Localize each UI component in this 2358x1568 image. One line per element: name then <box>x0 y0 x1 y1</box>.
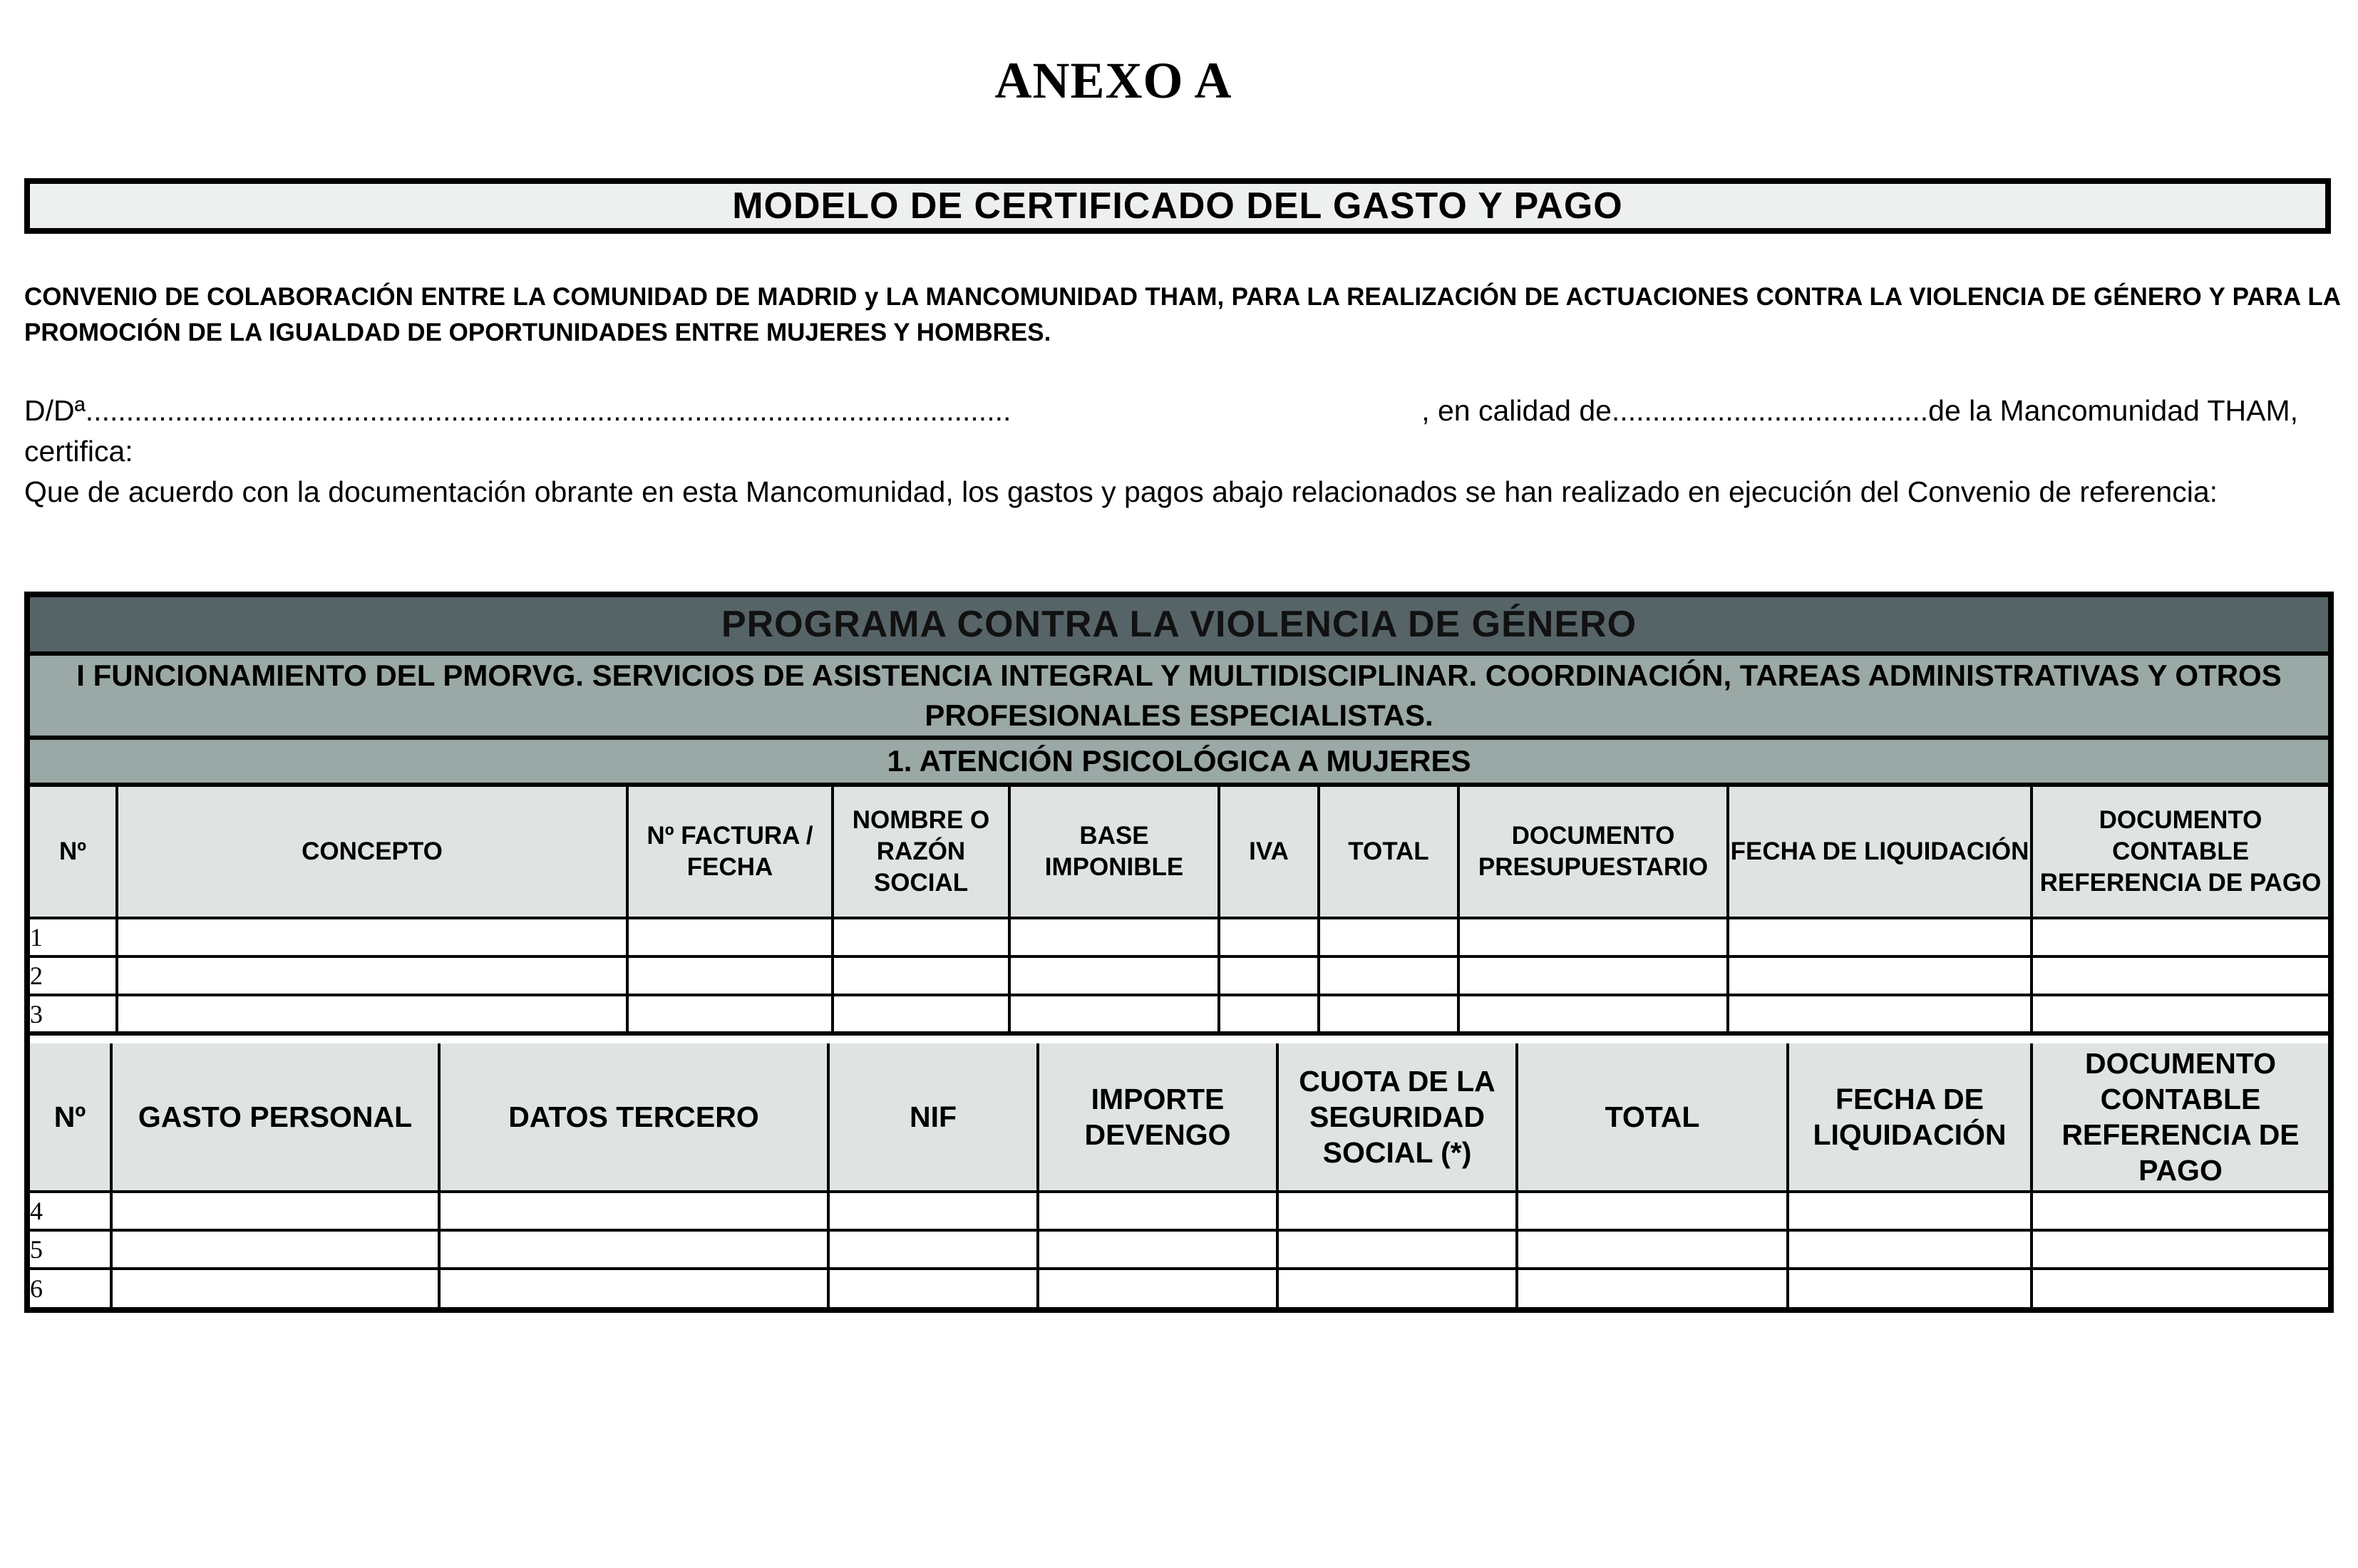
cell-importe-devengo[interactable] <box>1038 1192 1277 1230</box>
cell-factura[interactable] <box>627 918 833 956</box>
cell-base[interactable] <box>1009 995 1219 1033</box>
cell-iva[interactable] <box>1219 956 1319 995</box>
intro-paragraph <box>24 391 2298 512</box>
header-importe-devengo: IMPORTE DEVENGO <box>1038 1043 1277 1192</box>
header-n: Nº <box>30 1043 111 1192</box>
header-iva: IVA <box>1219 787 1319 918</box>
cell-base[interactable] <box>1009 956 1219 995</box>
cell-doc-contable[interactable] <box>2032 1192 2328 1230</box>
cell-doc-contable[interactable] <box>2032 1230 2328 1269</box>
dd-field[interactable]: D/Dª.................................................................................................................. <box>24 394 1011 427</box>
row-number: 5 <box>30 1230 111 1269</box>
personnel-table <box>30 1043 2328 1307</box>
cell-doc-contable[interactable] <box>2032 995 2328 1033</box>
cell-fecha-liquidacion[interactable] <box>1788 1230 2032 1269</box>
table-row <box>30 1269 2328 1307</box>
cell-total[interactable] <box>1319 918 1458 956</box>
cell-total[interactable] <box>1319 956 1458 995</box>
cell-base[interactable] <box>1009 918 1219 956</box>
cell-concepto[interactable] <box>117 995 627 1033</box>
expense-table-frame <box>24 592 2334 1313</box>
invoice-table <box>30 787 2328 1036</box>
header-doc-contable: DOCUMENTO CONTABLE REFERENCIA DE PAGO <box>2032 787 2328 918</box>
funcionamiento-header: I FUNCIONAMIENTO DEL PMORVG. SERVICIOS DE ASISTENCIA INTEGRAL Y MULTIDISCIPLINAR. COORDINACIÓN, TAREAS ADMINISTRATIVAS Y OTROS PROFESIONALES ESPECIALISTAS. <box>30 656 2328 740</box>
annex-title: ANEXO A <box>994 52 1232 109</box>
cell-nombre[interactable] <box>833 918 1009 956</box>
cell-total[interactable] <box>1517 1230 1788 1269</box>
certificate-title-box <box>24 178 2331 234</box>
cell-iva[interactable] <box>1219 995 1319 1033</box>
row-number: 4 <box>30 1192 111 1230</box>
cell-nif[interactable] <box>828 1230 1038 1269</box>
cell-total[interactable] <box>1517 1192 1788 1230</box>
row-number: 3 <box>30 995 117 1033</box>
invoice-header-row <box>30 787 2328 918</box>
cell-gasto-personal[interactable] <box>111 1192 439 1230</box>
personnel-header-row <box>30 1043 2328 1192</box>
cell-total[interactable] <box>1319 995 1458 1033</box>
cell-datos-tercero[interactable] <box>439 1230 828 1269</box>
cell-concepto[interactable] <box>117 956 627 995</box>
cell-importe-devengo[interactable] <box>1038 1230 1277 1269</box>
cell-concepto[interactable] <box>117 918 627 956</box>
cell-datos-tercero[interactable] <box>439 1269 828 1307</box>
cell-factura[interactable] <box>627 956 833 995</box>
header-doc-presupuestario: DOCUMENTO PRESUPUESTARIO <box>1458 787 1728 918</box>
cell-cuota[interactable] <box>1277 1269 1517 1307</box>
certifica-text: certifica: <box>24 435 133 468</box>
header-concepto: CONCEPTO <box>117 787 627 918</box>
cell-doc-contable[interactable] <box>2032 918 2328 956</box>
cell-cuota[interactable] <box>1277 1192 1517 1230</box>
table-row <box>30 918 2328 956</box>
header-n: Nº <box>30 787 117 918</box>
programa-header: PROGRAMA CONTRA LA VIOLENCIA DE GÉNERO <box>30 597 2328 656</box>
cell-doc-presupuestario[interactable] <box>1458 956 1728 995</box>
header-total: TOTAL <box>1517 1043 1788 1192</box>
header-doc-contable: DOCUMENTO CONTABLE REFERENCIA DE PAGO <box>2032 1043 2328 1192</box>
row-number: 2 <box>30 956 117 995</box>
cell-nombre[interactable] <box>833 956 1009 995</box>
cell-factura[interactable] <box>627 995 833 1033</box>
cell-nif[interactable] <box>828 1269 1038 1307</box>
header-datos-tercero: DATOS TERCERO <box>439 1043 828 1192</box>
convenio-heading: CONVENIO DE COLABORACIÓN ENTRE LA COMUNIDAD DE MADRID y LA MANCOMUNIDAD THAM, PARA LA REALIZACIÓN DE ACTUACIONES CONTRA LA VIOLENCIA DE GÉNERO Y PARA LA PROMOCIÓN DE LA IGUALDAD DE OPORTUNIDADES ENTRE MUJERES Y HOMBRES. <box>24 283 2341 346</box>
cell-doc-contable[interactable] <box>2032 1269 2328 1307</box>
header-cuota-seguridad-social: CUOTA DE LA SEGURIDAD SOCIAL (*) <box>1277 1043 1517 1192</box>
header-nif: NIF <box>828 1043 1038 1192</box>
cell-fecha-liquidacion[interactable] <box>1728 918 2032 956</box>
cell-importe-devengo[interactable] <box>1038 1269 1277 1307</box>
cell-iva[interactable] <box>1219 918 1319 956</box>
calidad-field[interactable]: , en calidad de.......................................de la Mancomunidad THAM, <box>1421 394 2298 427</box>
header-base: BASE IMPONIBLE <box>1009 787 1219 918</box>
header-fecha-liquidacion: FECHA DE LIQUIDACIÓN <box>1728 787 2032 918</box>
cell-fecha-liquidacion[interactable] <box>1728 956 2032 995</box>
cell-doc-contable[interactable] <box>2032 956 2328 995</box>
cell-total[interactable] <box>1517 1269 1788 1307</box>
certificate-title: MODELO DE CERTIFICADO DEL GASTO Y PAGO <box>732 185 1623 227</box>
table-row <box>30 1230 2328 1269</box>
cell-fecha-liquidacion[interactable] <box>1788 1192 2032 1230</box>
header-total: TOTAL <box>1319 787 1458 918</box>
table-row <box>30 956 2328 995</box>
que-text: Que de acuerdo con la documentación obrante en esta Mancomunidad, los gastos y pagos abajo relacionados se han realizado en ejecución del Convenio de referencia: <box>24 475 2218 508</box>
subsection-header: 1. ATENCIÓN PSICOLÓGICA A MUJERES <box>30 740 2328 787</box>
header-nombre: NOMBRE O RAZÓN SOCIAL <box>833 787 1009 918</box>
cell-fecha-liquidacion[interactable] <box>1728 995 2032 1033</box>
row-number: 1 <box>30 918 117 956</box>
cell-gasto-personal[interactable] <box>111 1230 439 1269</box>
cell-nombre[interactable] <box>833 995 1009 1033</box>
cell-nif[interactable] <box>828 1192 1038 1230</box>
cell-gasto-personal[interactable] <box>111 1269 439 1307</box>
cell-fecha-liquidacion[interactable] <box>1788 1269 2032 1307</box>
cell-doc-presupuestario[interactable] <box>1458 918 1728 956</box>
header-fecha-liquidacion: FECHA DE LIQUIDACIÓN <box>1788 1043 2032 1192</box>
cell-datos-tercero[interactable] <box>439 1192 828 1230</box>
intro-line-dd <box>24 391 2298 431</box>
cell-cuota[interactable] <box>1277 1230 1517 1269</box>
table-row <box>30 995 2328 1033</box>
header-factura: Nº FACTURA / FECHA <box>627 787 833 918</box>
header-gasto-personal: GASTO PERSONAL <box>111 1043 439 1192</box>
cell-doc-presupuestario[interactable] <box>1458 995 1728 1033</box>
table-row <box>30 1192 2328 1230</box>
row-number: 6 <box>30 1269 111 1307</box>
